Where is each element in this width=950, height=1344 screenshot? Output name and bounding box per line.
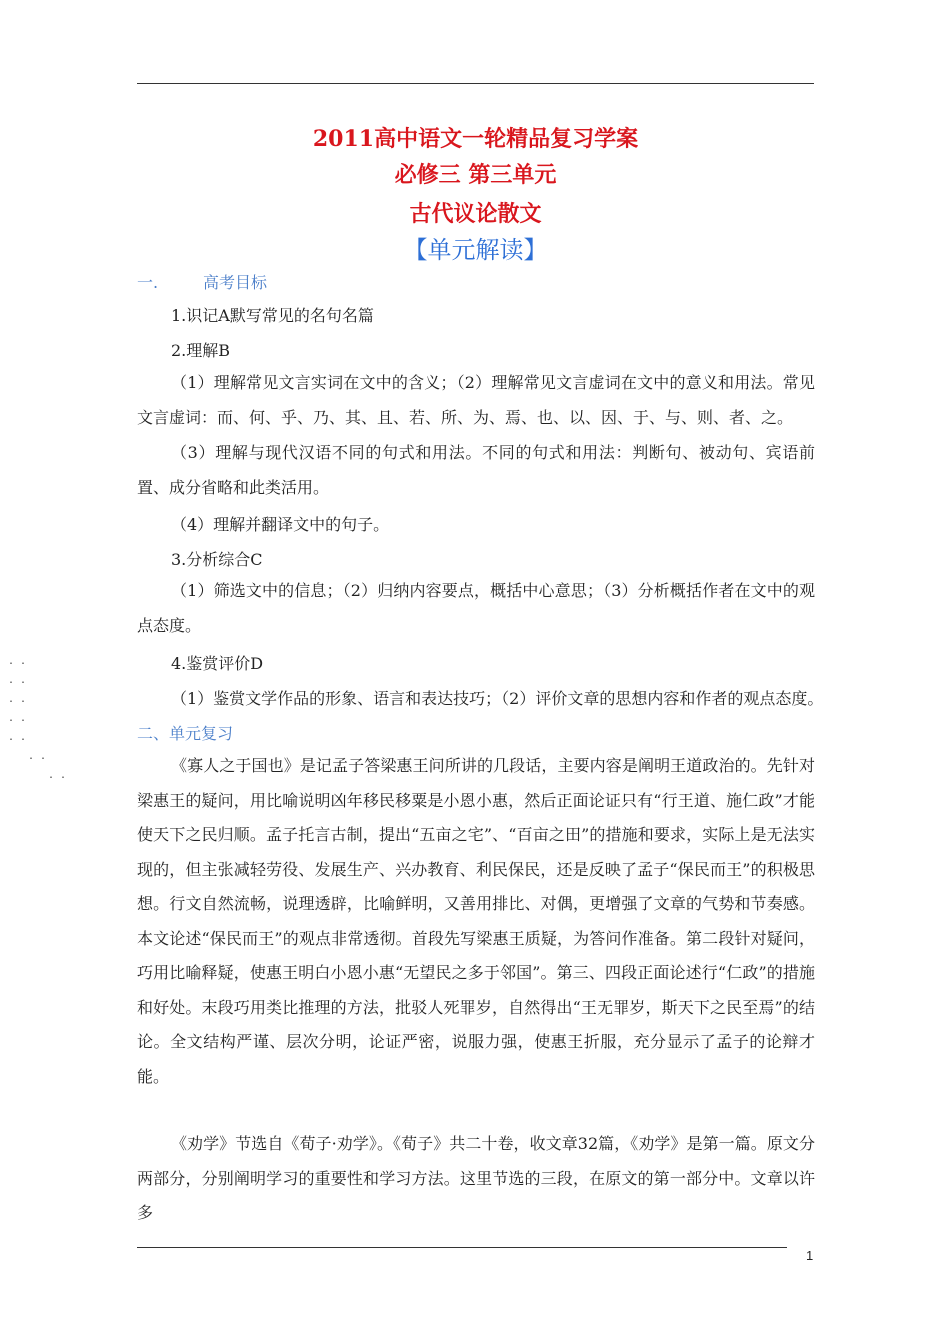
section1-heading <box>137 270 267 293</box>
section1-number: 一. <box>137 273 159 292</box>
section2-heading: 二、单元复习 <box>137 724 234 743</box>
margin-marks: . . . . . . . . . . . . . . <box>8 656 67 781</box>
goal-item: 4.鉴赏评价D <box>171 654 264 673</box>
doc-topic: 古代议论散文 <box>409 201 542 227</box>
review-paragraph: 《劝学》节选自《荀子·劝学》。《荀子》共二十卷，收文章32篇，《劝学》是第一篇。原文分两部分，分别阐明学习的重要性和学习方法。这里节选的三段，在原文的第一部分中。文章以许多 <box>137 1134 815 1222</box>
review-paragraph: 《寡人之于国也》是记孟子答梁惠王问所讲的几段话，主要内容是阐明王道政治的。先针对梁惠王的疑问，用比喻说明凶年移民移粟是小恩小惠，然后正面论证只有“行王道、施仁政”才能使天下之民归顺。孟子托言古制，提出“五亩之宅”、“百亩之田”的措施和要求，实际上是无法实现的，但主张减轻劳役、发展生产、兴办教育、利民保民，还是反映了孟子“保民而王”的积极思想。行文自然流畅，说理透辟，比喻鲜明，又善用排比、对偶，更增强了文章的气势和节奏感。本文论述“保民而王”的观点非常透彻。首段先写梁惠王质疑，为答问作准备。第二段针对疑问，巧用比喻释疑，使惠王明白小恩小惠“无望民之多于邻国”。第三、四段正面论述行“仁政”的措施和好处。末段巧用类比推理的方法，批驳人死罪岁，自然得出“王无罪岁，斯天下之民至焉”的结论。全文结构严谨、层次分明，论证严密，说服力强，使惠王折服，充分显示了孟子的论辩才能。 <box>137 756 815 1086</box>
section-label: 【单元解读】 <box>403 236 548 264</box>
doc-title: 2011高中语文一轮精品复习学案 <box>312 126 639 152</box>
goal-item: 1.识记A默写常见的名句名篇 <box>171 306 374 325</box>
footer-rule <box>137 1247 787 1248</box>
goal-item: （4）理解并翻译文中的句子。 <box>171 515 390 534</box>
goal-item: （1）鉴赏文学作品的形象、语言和表达技巧；（2）评价文章的思想内容和作者的观点态度。 <box>171 689 824 708</box>
goal-item: （3）理解与现代汉语不同的句式和用法。不同的句式和用法：判断句、被动句、宾语前置、成分省略和此类活用。 <box>137 443 815 497</box>
goal-item: （1）筛选文中的信息；（2）归纳内容要点，概括中心意思；（3）分析概括作者在文中的观点态度。 <box>137 581 815 635</box>
section1-title: 高考目标 <box>203 273 268 292</box>
page-number: 1 <box>806 1248 814 1263</box>
header-rule <box>137 83 814 84</box>
doc-subtitle: 必修三 第三单元 <box>394 162 557 188</box>
goal-item: （1）理解常见文言实词在文中的含义；（2）理解常见文言虚词在文中的意义和用法。常见文言虚词：而、何、乎、乃、其、且、若、所、为、焉、也、以、因、于、与、则、者、之。 <box>137 373 815 427</box>
goal-item: 2.理解B <box>171 341 231 360</box>
goal-item: 3.分析综合C <box>171 550 263 569</box>
